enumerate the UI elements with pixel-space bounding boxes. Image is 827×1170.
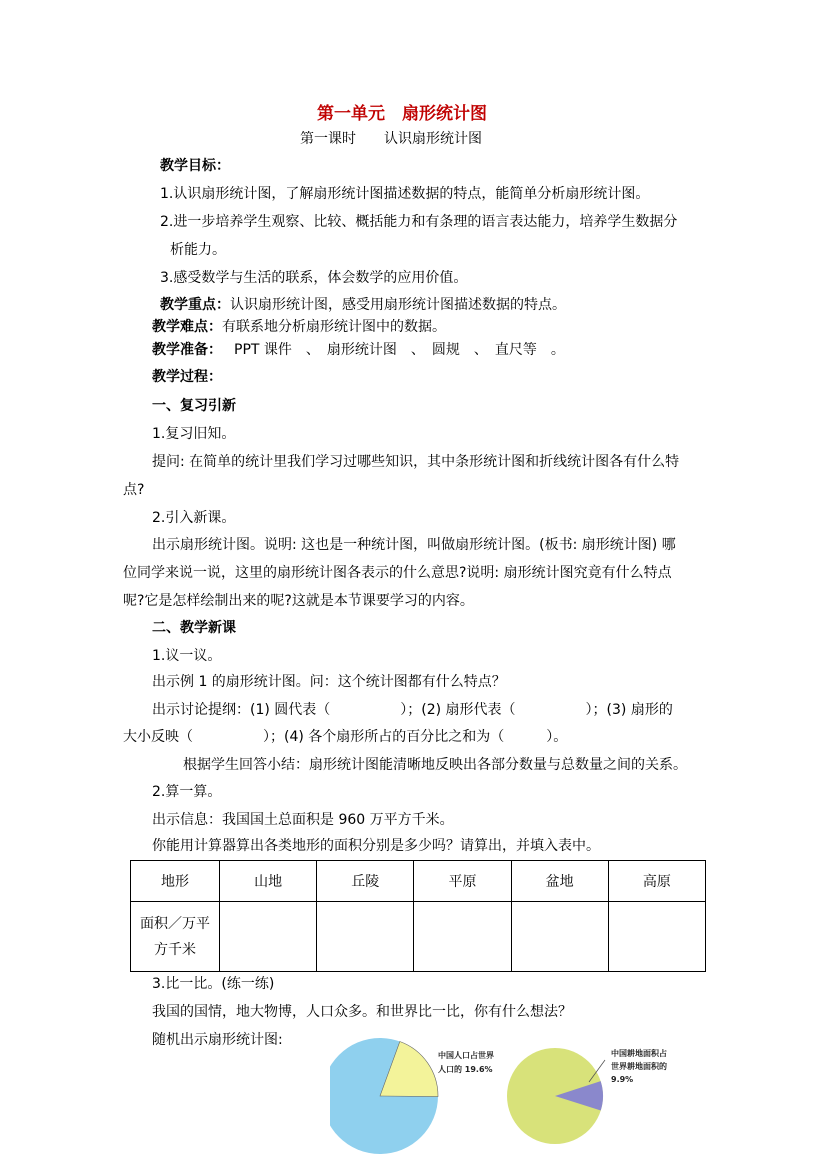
key-point-label: 教学重点： [160,297,230,313]
info-line: 出示信息：我国国土总面积是 960 万平方千米。 [152,812,454,828]
pie-2-label-line-1: 中国耕地面积占 [611,1049,667,1058]
row-label-line-2: 方千米 [154,941,196,958]
pie-2-label-line-2: 世界耕地面积的 [611,1062,667,1071]
difficulty-label: 教学难点： [152,319,222,335]
table-header-cell: 地形 [131,861,220,902]
table-header-cell: 高原 [608,861,705,902]
pie-1-label-line-1: 中国人口占世界 [438,1051,494,1060]
summary-line: 根据学生回答小结：扇形统计图能清晰地反映出各部分数量与总数量之间的关系。 [183,757,687,773]
process-heading: 教学过程： [152,369,222,385]
discuss-step: 1.议一议。 [152,648,222,664]
table-header-cell: 丘陵 [317,861,414,902]
difficulty-text: 有联系地分析扇形统计图中的数据。 [222,319,446,335]
intro-step: 2.引入新课。 [152,510,236,526]
table-cell-empty[interactable] [414,902,511,972]
example-line: 出示例 1 的扇形统计图。问：这个统计图都有什么特点？ [152,674,506,690]
table-header-row [131,861,706,902]
key-point [160,295,566,315]
intro-line-1: 出示扇形统计图。说明: 这也是一种统计图，叫做扇形统计图。(板书: 扇形统计图) 哪 [152,537,676,553]
goal-2-line-1: 2.进一步培养学生观察、比较、概括能力和有条理的语言表达能力，培养学生数据分 [160,214,678,230]
goals-heading: 教学目标： [160,158,230,174]
intro-line-3: 呢?它是怎样绘制出来的呢?这就是本节课要学习的内容。 [123,593,474,609]
compare-step: 3.比一比。(练一练) [152,976,275,992]
table-header-cell: 盆地 [511,861,608,902]
review-question-line-1: 提问: 在简单的统计里我们学习过哪些知识，其中条形统计图和折线统计图各有什么特 [152,454,680,470]
table-cell-empty[interactable] [608,902,705,972]
review-question-line-2: 点? [123,482,145,498]
outline-line-2: 大小反映（ ）；(4) 各个扇形所占的百分比之和为（ ）。 [123,729,568,745]
lesson-subtitle: 第一课时 认识扇形统计图 [300,131,482,147]
table-header-cell: 山地 [220,861,317,902]
population-pie-chart [330,1030,510,1170]
review-step: 1.复习旧知。 [152,426,236,442]
preparation-label: 教学准备： [152,342,222,358]
difficulty [152,317,446,337]
calc-question: 你能用计算器算出各类地形的面积分别是多少吗？请算出，并填入表中。 [152,838,600,854]
goal-1: 1.认识扇形统计图，了解扇形统计图描述数据的特点，能简单分析扇形统计图。 [160,186,650,202]
outline-line-1: 出示讨论提纲：(1) 圆代表（ ）；(2) 扇形代表（ ）；(3) 扇形的 [152,702,673,718]
terrain-table [130,860,706,972]
compare-question: 我国的国情，地大物博，人口众多。和世界比一比，你有什么想法？ [152,1004,572,1020]
calc-step: 2.算一算。 [152,784,222,800]
pie-2-label-line-3: 9.9% [611,1075,634,1084]
key-point-text: 认识扇形统计图，感受用扇形统计图描述数据的特点。 [230,297,566,313]
table-cell-empty[interactable] [511,902,608,972]
farmland-pie-chart [505,1028,715,1170]
intro-line-2: 位同学来说一说，这里的扇形统计图各表示的什么意思?说明: 扇形统计图究竟有什么特点 [123,565,672,581]
preparation [152,340,565,360]
section-1-heading: 一、复习引新 [152,398,236,414]
show-charts-line: 随机出示扇形统计图: [152,1032,283,1048]
preparation-text: PPT 课件 、 扇形统计图 、 圆规 、 直尺等 。 [234,342,565,358]
goal-2-line-2: 析能力。 [170,242,226,258]
table-cell-empty[interactable] [220,902,317,972]
table-header-cell: 平原 [414,861,511,902]
table-row [131,902,706,972]
section-2-heading: 二、教学新课 [152,620,236,636]
pie-1-label-line-2: 人口的 19.6% [438,1065,493,1074]
page-title: 第一单元 扇形统计图 [317,104,487,124]
goal-3: 3.感受数学与生活的联系，体会数学的应用价值。 [160,270,468,286]
table-row-label [131,902,220,972]
table-cell-empty[interactable] [317,902,414,972]
row-label-line-1: 面积／万平 [140,915,210,932]
